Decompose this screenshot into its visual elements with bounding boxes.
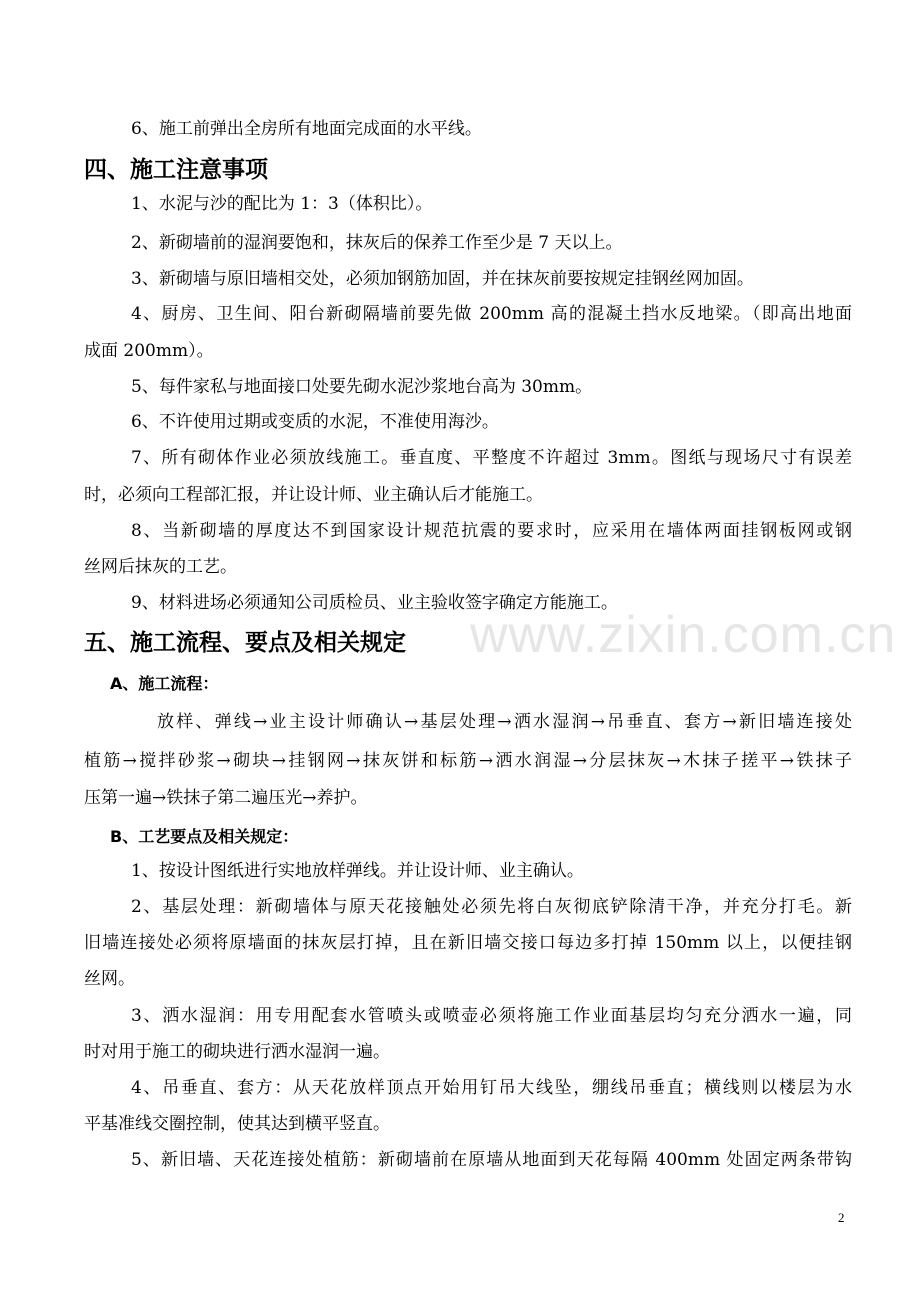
subsection-b-title: B、工艺要点及相关规定：	[110, 827, 299, 846]
s4-item-8-line-1: 8、当新砌墙的厚度达不到国家设计规范抗震的要求时，应采用在墙体两面挂钢板网或钢	[131, 521, 852, 541]
page-number: 2	[838, 1210, 845, 1225]
flow-line-3: 压第一遍→铁抹子第二遍压光→养护。	[84, 788, 368, 808]
s4-item-7-line-1: 7、所有砌体作业必须放线施工。垂直度、平整度不许超过 3mm。图纸与现场尺寸有误差	[131, 448, 852, 468]
subsection-a-title: A、施工流程：	[110, 674, 219, 693]
flow-line-1: 放样、弹线→业主设计师确认→基层处理→洒水湿润→吊垂直、套方→新旧墙连接处	[157, 712, 852, 732]
s4-item-4-line-2: 成面 200mm）。	[84, 341, 214, 361]
b-item-3-line-2: 时对用于施工的砌块进行洒水湿润一遍。	[84, 1042, 390, 1062]
s4-item-4-line-1: 4、厨房、卫生间、阳台新砌隔墙前要先做 200mm 高的混凝土挡水反地梁。（即高出地面	[131, 304, 852, 324]
b-item-5-line-1: 5、新旧墙、天花连接处植筋：新砌墙前在原墙从地面到天花每隔 400mm 处固定两条带钩	[131, 1150, 852, 1170]
b-item-4-line-2: 平基准线交圈控制，使其达到横平竖直。	[84, 1114, 390, 1134]
s4-item-3: 3、新砌墙与原旧墙相交处，必须加钢筋加固，并在抹灰前要按规定挂钢丝网加固。	[131, 269, 754, 289]
s4-item-8-line-2: 丝网后抹灰的工艺。	[84, 557, 237, 577]
s4-item-9: 9、材料进场必须通知公司质检员、业主验收签字确定方能施工。	[131, 593, 618, 613]
flow-line-2: 植筋→搅拌砂浆→砌块→挂钢网→抹灰饼和标筋→洒水润湿→分层抹灰→木抹子搓平→铁抹子	[84, 751, 852, 771]
s4-item-6: 6、不许使用过期或变质的水泥，不准使用海沙。	[131, 412, 499, 432]
b-item-2-line-3: 丝网。	[84, 969, 135, 989]
watermark: www.zixin.com.cn	[470, 606, 897, 664]
b-item-2-line-1: 2、基层处理：新砌墙体与原天花接触处必须先将白灰彻底铲除清干净，并充分打毛。新	[131, 897, 852, 917]
b-item-3-line-1: 3、洒水湿润：用专用配套水管喷头或喷壶必须将施工作业面基层均匀充分洒水一遍，同	[131, 1006, 852, 1026]
s4-item-7-line-2: 时，必须向工程部汇报，并让设计师、业主确认后才能施工。	[84, 485, 543, 505]
b-item-4-line-1: 4、吊垂直、套方：从天花放样顶点开始用钉吊大线坠，绷线吊垂直；横线则以楼层为水	[131, 1078, 852, 1098]
b-item-2-line-2: 旧墙连接处必须将原墙面的抹灰层打掉，且在新旧墙交接口每边多打掉 150mm 以上，以便挂钢	[84, 933, 852, 953]
b-item-1: 1、按设计图纸进行实地放样弹线。并让设计师、业主确认。	[131, 861, 584, 881]
s4-item-2: 2、新砌墙前的湿润要饱和，抹灰后的保养工作至少是 7 天以上。	[131, 233, 623, 253]
section-heading-4: 四、施工注意事项	[84, 157, 268, 183]
s4-item-5: 5、每件家私与地面接口处要先砌水泥沙浆地台高为 30mm。	[131, 377, 593, 397]
paragraph-prev-item-6: 6、施工前弹出全房所有地面完成面的水平线。	[131, 119, 482, 139]
section-heading-5: 五、施工流程、要点及相关规定	[84, 630, 406, 656]
s4-item-1: 1、水泥与沙的配比为 1：3（体积比）。	[131, 194, 433, 214]
